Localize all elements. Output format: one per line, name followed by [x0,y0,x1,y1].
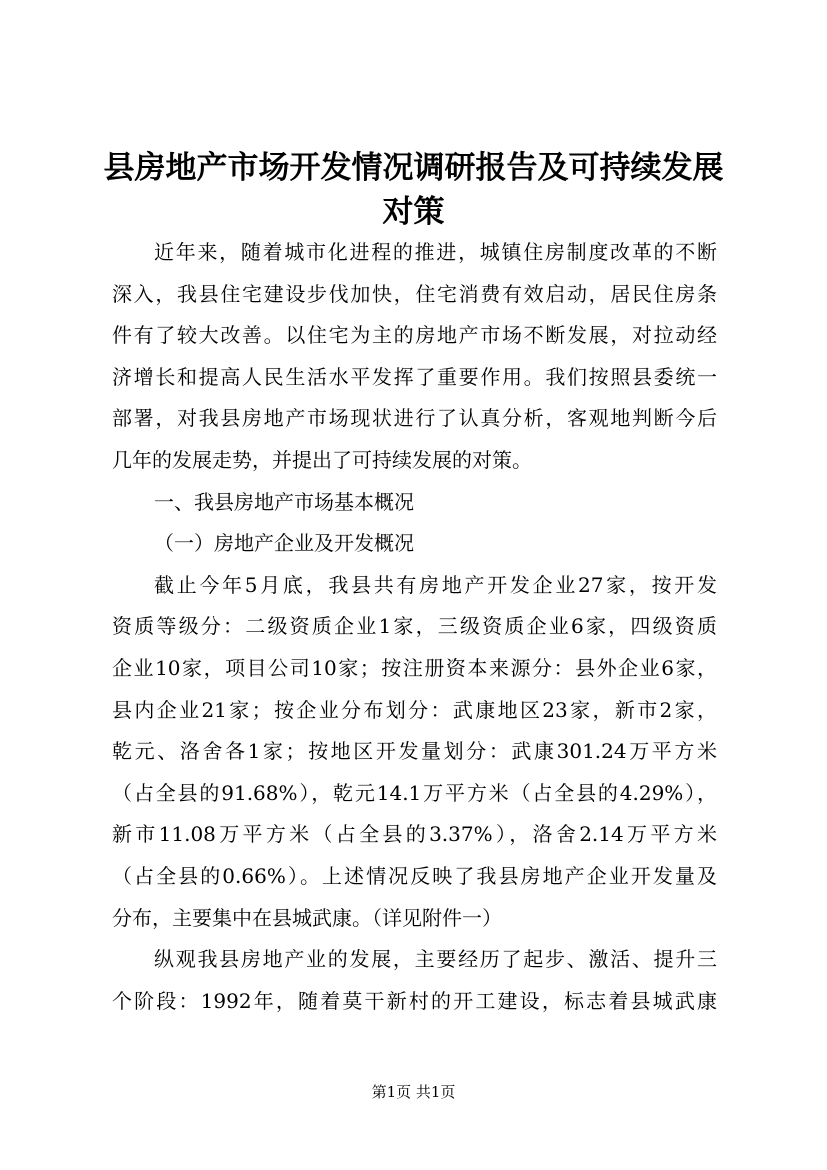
paragraph-line: 近年来，随着城市化进程的推进，城镇住房制度改革的不断 [154,240,717,264]
paragraph-line: 深入，我县住宅建设步伐加快，住宅消费有效启动，居民住房条 [112,281,717,306]
paragraph-line: 部署，对我县房地产市场现状进行了认真分析，客观地判断今后 [112,406,717,431]
document-title-line-2: 对策 [382,194,445,230]
paragraph-line: 济增长和提高人民生活水平发挥了重要作用。我们按照县委统一 [112,364,717,389]
paragraph-line: 分布，主要集中在县城武康。（详见附件一） [112,905,502,930]
document-body [112,232,717,1022]
paragraph-line: 个阶段：1992年，随着莫干新村的开工建设，标志着县城武康 [112,988,717,1013]
document-title-line-1: 县房地产市场开发情况调研报告及可持续发展 [103,150,724,186]
paragraph-line: 截止今年5月底，我县共有房地产开发企业27家，按开发 [154,572,717,597]
paragraph-line: 几年的发展走势，并提出了可持续发展的对策。 [112,447,532,472]
paragraph-line: 件有了较大改善。以住宅为主的房地产市场不断发展，对拉动经 [112,323,717,348]
subsection-heading: （一）房地产企业及开发概况 [154,531,414,556]
paragraph-line: 县内企业21家；按企业分布划分：武康地区23家，新市2家， [112,697,717,722]
paragraph-line: （占全县的0.66%）。上述情况反映了我县房地产企业开发量及 [112,863,717,888]
page-number-footer: 第1页 共1页 [371,1083,456,1101]
paragraph-line: （占全县的91.68%），乾元14.1万平方米（占全县的4.29%）， [112,780,717,805]
paragraph-line: 纵观我县房地产业的发展，主要经历了起步、激活、提升三 [154,947,717,972]
section-heading: 一、我县房地产市场基本概况 [154,489,414,514]
paragraph-line: 企业10家，项目公司10家；按注册资本来源分：县外企业6家， [112,655,717,680]
paragraph-line: 新市11.08万平方米（占全县的3.37%），洛舍2.14万平方米 [112,822,717,847]
paragraph-line: 乾元、洛舍各1家；按地区开发量划分：武康301.24万平方米 [112,739,717,764]
paragraph-line: 资质等级分：二级资质企业1家，三级资质企业6家，四级资质 [112,614,717,639]
